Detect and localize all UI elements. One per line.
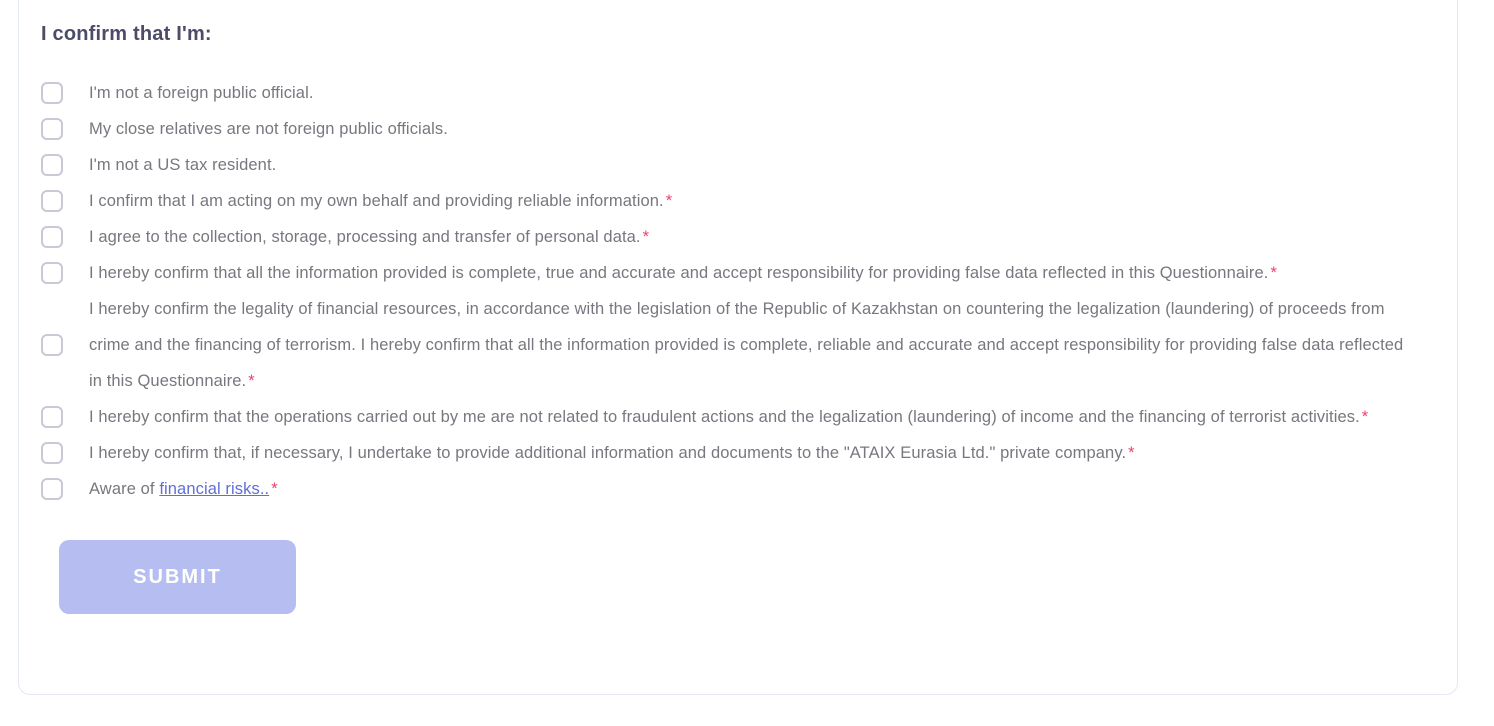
checkbox-label: I'm not a US tax resident.	[89, 156, 277, 174]
checkbox-row	[41, 219, 1457, 255]
checkbox[interactable]	[41, 262, 63, 284]
financial-risks-link[interactable]: financial risks..	[159, 480, 270, 498]
required-asterisk: *	[1270, 264, 1277, 282]
checkbox-label: I agree to the collection, storage, processing and transfer of personal data. *	[89, 228, 650, 246]
checkbox[interactable]	[41, 442, 63, 464]
checkbox-label: Aware of financial risks.. *	[89, 480, 278, 498]
checkbox-row	[41, 255, 1457, 291]
checkbox[interactable]	[41, 118, 63, 140]
checkbox-label: I'm not a foreign public official.	[89, 84, 314, 102]
confirmation-card	[18, 0, 1458, 695]
checkbox-label: I hereby confirm the legality of financial resources, in accordance with the legislation of the Republic of Kazakhstan on countering the legalization (laundering) of proceeds from crime and the financing of terrorism. I hereby confirm that all the information provided is complete, reliable and accurate and accept responsibility for providing false data reflected in this Questionnaire. *	[89, 300, 1404, 390]
checkbox-row	[41, 183, 1457, 219]
checkbox-row	[41, 111, 1457, 147]
required-asterisk: *	[1361, 408, 1369, 426]
checkbox-label: My close relatives are not foreign public officials.	[89, 120, 448, 138]
required-asterisk: *	[1128, 444, 1135, 462]
checkbox-row	[41, 435, 1457, 471]
checkbox[interactable]	[41, 334, 63, 356]
checkbox-row	[41, 399, 1457, 435]
required-asterisk: *	[642, 228, 650, 246]
required-asterisk: *	[248, 372, 255, 390]
checkbox[interactable]	[41, 478, 63, 500]
required-asterisk: *	[665, 192, 673, 210]
checkbox-list	[41, 75, 1457, 507]
checkbox-label: I confirm that I am acting on my own behalf and providing reliable information. *	[89, 192, 673, 210]
checkbox[interactable]	[41, 82, 63, 104]
checkbox-row	[41, 75, 1457, 111]
required-asterisk: *	[271, 480, 278, 498]
checkbox-label: I hereby confirm that all the information provided is complete, true and accurate and accept responsibility for providing false data reflected in this Questionnaire. *	[89, 264, 1277, 282]
checkbox-row	[41, 471, 1457, 507]
checkbox[interactable]	[41, 406, 63, 428]
checkbox-row	[41, 291, 1457, 399]
checkbox-label: I hereby confirm that, if necessary, I undertake to provide additional information and documents to the "ATAIX Eurasia Ltd." private company. *	[89, 444, 1135, 462]
checkbox[interactable]	[41, 154, 63, 176]
checkbox-label: I hereby confirm that the operations carried out by me are not related to fraudulent actions and the legalization (laundering) of income and the financing of terrorist activities. *	[89, 408, 1369, 426]
form-title: I confirm that I'm:	[41, 23, 212, 45]
checkbox[interactable]	[41, 190, 63, 212]
checkbox[interactable]	[41, 226, 63, 248]
submit-button[interactable]: SUBMIT	[59, 540, 296, 614]
checkbox-row	[41, 147, 1457, 183]
